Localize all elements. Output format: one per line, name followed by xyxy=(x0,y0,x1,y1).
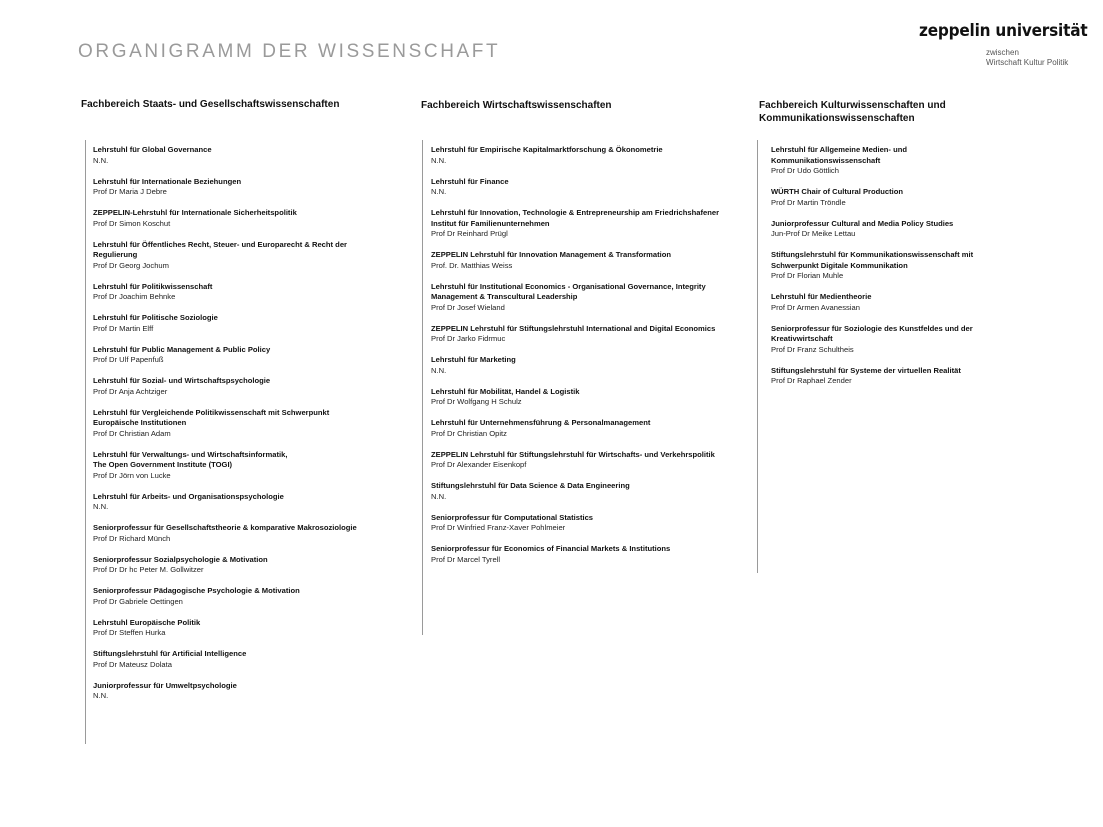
chair-title: Lehrstuhl für Empirische Kapitalmarktforschung & Ökonometrie xyxy=(431,145,663,154)
chair-holder: Prof Dr Richard Münch xyxy=(93,533,171,543)
chair-holder: Prof Dr Gabriele Oettingen xyxy=(93,596,183,606)
chair-entry xyxy=(93,177,363,198)
chair-holder: N.N. xyxy=(431,365,447,375)
chair-entry xyxy=(431,145,721,166)
chair-title: ZEPPELIN Lehrstuhl für Stiftungslehrstuhl International and Digital Economics xyxy=(431,323,716,333)
chair-holder: Prof Dr Dr hc Peter M. Gollwitzer xyxy=(93,565,204,574)
chair-title: Seniorprofessur für Gesellschaftstheorie & komparative Makrosoziologie xyxy=(93,523,357,532)
chair-title: Lehrstuhl für Arbeits- und Organisationspsychologie xyxy=(93,491,284,501)
chair-holder: Prof Dr Florian Muhle xyxy=(771,271,844,280)
chair-title: Lehrstuhl für Öffentliches Recht, Steuer- und Europarecht & Recht der Regulierung xyxy=(93,239,348,259)
chair-holder: Prof Dr Georg Jochum xyxy=(93,260,169,270)
chair-entry xyxy=(93,555,363,576)
chair-holder: Prof Dr Winfried Franz-Xaver Pohlmeier xyxy=(431,523,566,532)
chair-holder: Prof Dr Jarko Fidrmuc xyxy=(431,334,506,343)
chair-holder: Jun-Prof Dr Meike Lettau xyxy=(771,229,856,238)
chair-entry xyxy=(93,145,363,166)
chair-entry xyxy=(431,250,721,271)
column-divider xyxy=(85,140,86,744)
chair-entry xyxy=(93,450,363,482)
chair-holder: Prof Dr Marcel Tyrell xyxy=(431,554,501,564)
chair-title: Lehrstuhl für Medientheorie xyxy=(771,292,872,301)
chair-entry xyxy=(431,450,721,471)
chair-entry xyxy=(93,586,363,607)
chair-title: Seniorprofessur Sozialpsychologie & Motivation xyxy=(93,554,268,564)
chair-entry xyxy=(771,366,981,387)
chair-title: Lehrstuhl für Internationale Beziehungen xyxy=(93,176,242,186)
chair-title: Lehrstuhl für Sozial- und Wirtschaftspsychologie xyxy=(93,376,271,385)
chair-title: Stiftungslehrstuhl für Systeme der virtuellen Realität xyxy=(771,365,961,375)
chair-holder: Prof Dr Steffen Hurka xyxy=(93,628,166,637)
column-heading-wirtschaft: Fachbereich Wirtschaftswissenschaften xyxy=(421,100,612,111)
chair-holder: Prof Dr Wolfgang H Schulz xyxy=(431,397,522,406)
chair-title: Lehrstuhl für Finance xyxy=(431,176,509,186)
chair-entry xyxy=(93,681,363,702)
chair-title: Lehrstuhl für Institutional Economics - Organisational Governance, Integrity Management & Transcultural Leadership xyxy=(431,281,706,301)
chair-entry xyxy=(771,250,981,282)
chair-entry xyxy=(93,208,363,229)
chair-entry xyxy=(93,282,363,303)
chair-title: Juniorprofessur für Umweltpsychologie xyxy=(93,680,237,690)
chair-entry xyxy=(93,492,363,513)
chair-holder: N.N. xyxy=(431,187,447,196)
chair-entry xyxy=(431,418,721,439)
chair-title: Lehrstuhl für Allgemeine Medien- und Kommunikationswissenschaft xyxy=(771,145,907,165)
chair-holder: Prof Dr Ulf Papenfuß xyxy=(93,355,164,364)
chair-title: ZEPPELIN Lehrstuhl für Innovation Management & Transformation xyxy=(431,250,672,259)
chair-entry xyxy=(93,345,363,366)
chair-title: Lehrstuhl für Politische Soziologie xyxy=(93,313,218,322)
chair-holder: Prof Dr Jörn von Lucke xyxy=(93,470,171,480)
chair-entry xyxy=(771,145,981,177)
chair-holder: Prof Dr Reinhard Prügl xyxy=(431,229,508,238)
column-heading-staats: Fachbereich Staats- und Gesellschaftswissenschaften xyxy=(81,99,340,110)
chair-title: Stiftungslehrstuhl für Artificial Intelligence xyxy=(93,649,247,658)
chair-entry xyxy=(93,240,363,272)
chair-title: Lehrstuhl für Global Governance xyxy=(93,145,212,154)
chair-entry xyxy=(93,376,363,397)
chair-holder: Prof Dr Armen Avanessian xyxy=(771,302,860,312)
chair-holder: Prof Dr Christian Adam xyxy=(93,428,171,438)
chair-title: Lehrstuhl für Politikwissenschaft xyxy=(93,281,213,291)
chair-holder: N.N. xyxy=(431,491,447,501)
chair-holder: Prof Dr Martin Tröndle xyxy=(771,197,846,207)
column-list-kultur xyxy=(771,145,981,397)
chair-title: Seniorprofessur Pädagogische Psychologie & Motivation xyxy=(93,586,300,595)
chair-entry xyxy=(93,408,363,440)
chair-holder: Prof Dr Christian Opitz xyxy=(431,428,507,438)
chair-entry xyxy=(431,208,721,240)
chair-title: Lehrstuhl für Public Management & Public Policy xyxy=(93,344,271,354)
university-logo xyxy=(919,21,1088,67)
chair-title: Lehrstuhl Europäische Politik xyxy=(93,617,201,627)
chair-entry xyxy=(771,219,981,240)
chair-title: Lehrstuhl für Marketing xyxy=(431,355,516,364)
chair-holder: N.N. xyxy=(93,691,109,700)
logo-wordmark: zeppelin universität xyxy=(919,21,1088,41)
chair-entry xyxy=(431,481,721,502)
chair-entry xyxy=(771,187,981,208)
chair-holder: N.N. xyxy=(93,155,109,165)
chair-title: Lehrstuhl für Vergleichende Politikwissenschaft mit Schwerpunkt Europäische Institutionen xyxy=(93,407,330,427)
chair-holder: Prof Dr Maria J Debre xyxy=(93,187,167,196)
chair-entry xyxy=(93,618,363,639)
chair-holder: Prof Dr Mateusz Dolata xyxy=(93,659,172,669)
chair-entry xyxy=(431,387,721,408)
chair-title: ZEPPELIN-Lehrstuhl für Internationale Sicherheitspolitik xyxy=(93,208,297,217)
chair-title: Lehrstuhl für Verwaltungs- und Wirtschaftsinformatik, The Open Government Institute (TOGI) xyxy=(93,449,288,469)
column-divider xyxy=(422,140,423,635)
chair-title: Stiftungslehrstuhl für Kommunikationswissenschaft mit Schwerpunkt Digitale Kommunikation xyxy=(771,250,974,270)
chair-holder: N.N. xyxy=(431,155,447,165)
page-title: ORGANIGRAMM DER WISSENSCHAFT xyxy=(78,41,501,62)
chair-holder: Prof Dr Martin Elff xyxy=(93,323,154,333)
chair-title: Lehrstuhl für Unternehmensführung & Personalmanagement xyxy=(431,418,651,427)
chair-holder: Prof Dr Udo Göttlich xyxy=(771,166,839,175)
column-list-wirtschaft xyxy=(431,145,721,576)
chair-title: Stiftungslehrstuhl für Data Science & Data Engineering xyxy=(431,481,630,490)
chair-holder: Prof Dr Franz Schultheis xyxy=(771,344,854,354)
chair-entry xyxy=(431,324,721,345)
chair-holder: Prof Dr Josef Wieland xyxy=(431,302,505,312)
chair-holder: Prof Dr Anja Achtziger xyxy=(93,386,168,396)
chair-holder: Prof Dr Joachim Behnke xyxy=(93,292,176,301)
chair-holder: N.N. xyxy=(93,502,109,511)
chair-entry xyxy=(431,544,721,565)
chair-title: Seniorprofessur für Computational Statistics xyxy=(431,512,594,522)
chair-entry xyxy=(93,523,363,544)
chair-holder: Prof Dr Raphael Zender xyxy=(771,376,852,385)
chair-title: Seniorprofessur für Economics of Financial Markets & Institutions xyxy=(431,544,671,553)
column-list-staats xyxy=(93,145,363,712)
chair-entry xyxy=(431,282,721,314)
column-divider xyxy=(757,140,758,573)
chair-title: WÜRTH Chair of Cultural Production xyxy=(771,187,904,196)
logo-tagline xyxy=(986,48,1068,68)
chair-entry xyxy=(431,177,721,198)
chair-entry xyxy=(431,513,721,534)
logo-tagline-line2: Wirtschaft Kultur Politik xyxy=(986,58,1069,67)
chair-entry xyxy=(771,292,981,313)
chair-entry xyxy=(771,324,981,356)
chair-title: Lehrstuhl für Innovation, Technologie & Entrepreneurship am Friedrichshafener Institut für Familienunternehmen xyxy=(431,208,720,228)
chair-holder: Prof Dr Alexander Eisenkopf xyxy=(431,460,527,469)
column-heading-kultur: Fachbereich Kulturwissenschaften und Kommunikationswissenschaften xyxy=(759,100,946,124)
chair-title: ZEPPELIN Lehrstuhl für Stiftungslehrstuhl für Wirtschafts- und Verkehrspolitik xyxy=(431,449,715,459)
chair-title: Juniorprofessur Cultural and Media Policy Studies xyxy=(771,218,954,228)
chair-title: Seniorprofessur für Soziologie des Kunstfeldes und der Kreativwirtschaft xyxy=(771,323,973,343)
chair-title: Lehrstuhl für Mobilität, Handel & Logistik xyxy=(431,386,580,396)
chair-entry xyxy=(93,649,363,670)
chair-holder: Prof. Dr. Matthias Weiss xyxy=(431,260,513,270)
logo-tagline-line1: zwischen xyxy=(986,48,1019,57)
chair-entry xyxy=(431,355,721,376)
chair-holder: Prof Dr Simon Koschut xyxy=(93,218,171,228)
chair-entry xyxy=(93,313,363,334)
